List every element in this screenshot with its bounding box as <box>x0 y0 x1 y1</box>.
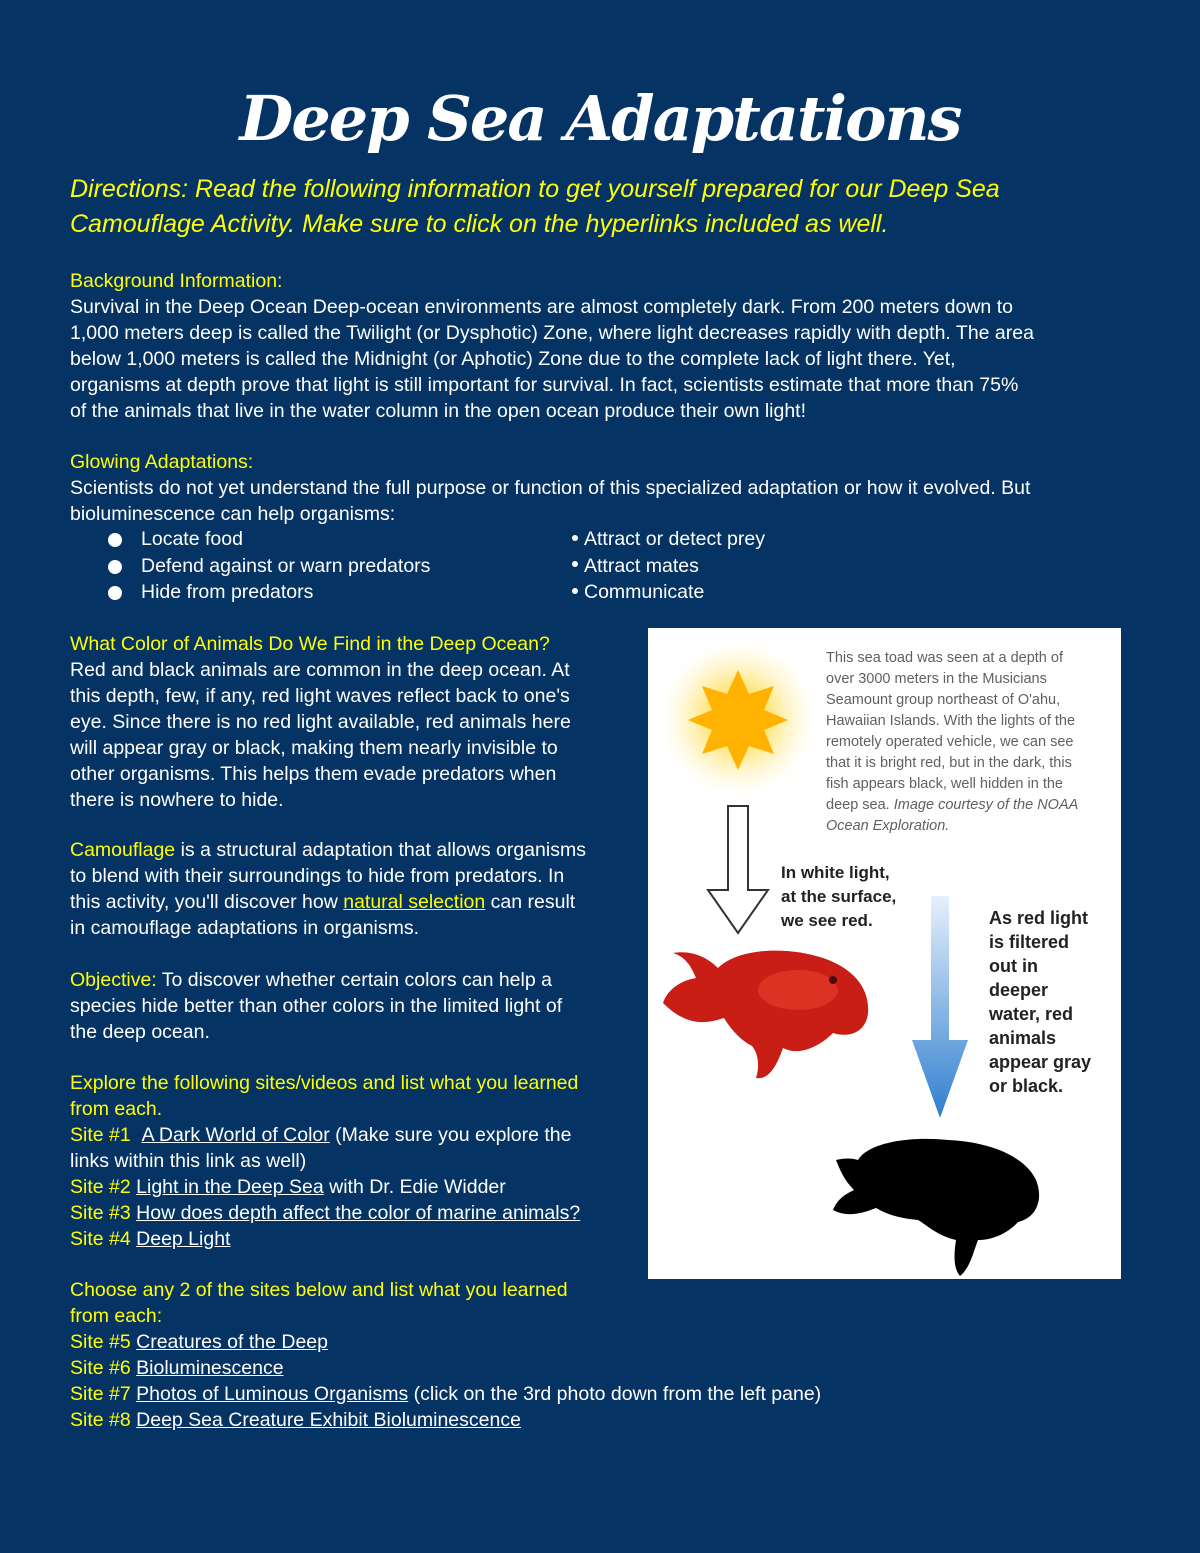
black-fish-silhouette <box>833 1139 1039 1276</box>
list-item <box>570 553 950 580</box>
directions <box>70 172 1130 242</box>
camouflage-text: is a structural adaptation that allows organisms <box>175 839 586 861</box>
site-row <box>70 1174 635 1200</box>
bullet-list-left <box>70 526 550 606</box>
directions-line: Directions: Read the following information to get yourself prepared for our Deep Sea <box>70 175 1000 203</box>
objective-line <box>70 967 635 993</box>
caption-line: remotely operated vehicle, we can see <box>826 734 1074 750</box>
bullet-list-right <box>570 526 950 606</box>
site-number: Site #3 <box>70 1202 131 1224</box>
label-line: at the surface, <box>781 887 897 906</box>
site-row: links within this link as well) <box>70 1150 307 1172</box>
color-line: other organisms. This helps them evade predators when <box>70 763 557 785</box>
label-line: deeper <box>989 980 1049 1000</box>
bullet-icon <box>572 561 578 567</box>
label-line: As red light <box>989 908 1089 928</box>
color-line: will appear gray or black, making them nearly invisible to <box>70 737 558 759</box>
label-line: appear gray <box>989 1052 1092 1072</box>
natural-selection-link[interactable]: natural selection <box>343 891 486 913</box>
background-line: organisms at depth prove that light is still important for survival. In fact, scientists estimate that more than 75% <box>70 374 1019 396</box>
bullet-icon <box>108 586 122 600</box>
color-line: this depth, few, if any, red light waves reflect back to one's <box>70 685 570 707</box>
site-row <box>70 1122 635 1148</box>
bullet-icon <box>572 535 578 541</box>
site-row <box>70 1355 1130 1381</box>
background-heading: Background Information: <box>70 270 283 292</box>
site-row <box>70 1226 635 1252</box>
choose-section <box>70 1277 1130 1433</box>
bullet-text: Locate food <box>141 528 243 550</box>
site-row <box>70 1329 1130 1355</box>
color-heading: What Color of Animals Do We Find in the Deep Ocean? <box>70 633 550 655</box>
caption-line <box>826 816 1116 837</box>
label-line: or black. <box>989 1076 1064 1096</box>
site-link[interactable]: Bioluminescence <box>136 1357 284 1379</box>
objective-term: Objective: <box>70 969 157 991</box>
color-line: eye. Since there is no red light available, red animals here <box>70 711 571 733</box>
caption-line: fish appears black, well hidden in the <box>826 776 1063 792</box>
color-section <box>70 631 635 813</box>
site-number: Site #4 <box>70 1228 131 1250</box>
background-line: of the animals that live in the water column in the open ocean produce their own light! <box>70 400 807 422</box>
list-item <box>70 526 550 553</box>
list-item <box>570 526 950 553</box>
objective-line: species hide better than other colors in the limited light of <box>70 995 563 1017</box>
figure-caption <box>826 648 1116 837</box>
camouflage-line: in camouflage adaptations in organisms. <box>70 917 420 939</box>
camouflage-text: this activity, you'll discover how <box>70 891 344 913</box>
label-line: out in <box>989 956 1038 976</box>
camouflage-line <box>70 889 635 915</box>
bullet-text: Hide from predators <box>141 581 314 603</box>
site-row <box>70 1200 635 1226</box>
caption-line: This sea toad was seen at a depth of <box>826 650 1063 666</box>
site-note: with Dr. Edie Widder <box>323 1176 506 1198</box>
camouflage-section <box>70 837 635 941</box>
label-line: In white light, <box>781 863 890 882</box>
color-line: there is nowhere to hide. <box>70 789 284 811</box>
camouflage-line: to blend with their surroundings to hide from predators. In <box>70 865 565 887</box>
bullet-text: Attract or detect prey <box>584 528 765 550</box>
red-light-label <box>989 906 1119 1098</box>
site-row <box>70 1381 1130 1407</box>
background-line: Survival in the Deep Ocean Deep-ocean environments are almost completely dark. From 200 meters down to <box>70 296 1013 318</box>
site-number: Site #7 <box>70 1383 131 1405</box>
background-section <box>70 268 1140 424</box>
list-item <box>70 579 550 606</box>
caption-text: deep sea. <box>826 797 894 813</box>
camouflage-text: can result <box>485 891 576 913</box>
glowing-section <box>70 449 1140 527</box>
site-note: (click on the 3rd photo down from the left pane) <box>408 1383 822 1405</box>
site-number: Site #8 <box>70 1409 131 1431</box>
site-link[interactable]: Light in the Deep Sea <box>136 1176 324 1198</box>
objective-line: the deep ocean. <box>70 1021 210 1043</box>
color-line: Red and black animals are common in the deep ocean. At <box>70 659 570 681</box>
list-item <box>570 579 950 606</box>
choose-heading: Choose any 2 of the sites below and list what you learned <box>70 1279 568 1301</box>
bullet-icon <box>108 560 122 574</box>
label-line: animals <box>989 1028 1057 1048</box>
bullet-text: Communicate <box>584 581 705 603</box>
bullet-text: Defend against or warn predators <box>141 554 431 577</box>
site-link[interactable]: Photos of Luminous Organisms <box>136 1383 409 1405</box>
site-number: Site #2 <box>70 1176 131 1198</box>
site-number: Site #5 <box>70 1331 131 1353</box>
list-item <box>70 553 550 580</box>
glowing-line: Scientists do not yet understand the full purpose or function of this specialized adaptation or how it evolved. But <box>70 477 1031 499</box>
site-row <box>70 1407 1130 1433</box>
sea-toad-figure <box>648 628 1121 1279</box>
explore-heading: from each. <box>70 1098 163 1120</box>
site-link[interactable]: Deep Light <box>136 1228 231 1250</box>
bullet-icon <box>108 533 122 547</box>
page-title: Deep Sea Adaptations <box>239 82 961 155</box>
choose-heading: from each: <box>70 1305 163 1327</box>
image-credit: Image courtesy of the NOAA <box>893 797 1079 813</box>
white-light-arrow-icon <box>708 806 768 933</box>
glowing-line: bioluminescence can help organisms: <box>70 503 396 525</box>
label-line: we see red. <box>781 911 873 930</box>
red-fish-image <box>663 951 868 1079</box>
background-line: 1,000 meters deep is called the Twilight (or Dysphotic) Zone, where light decreases rapidly with depth. The area <box>70 322 1034 344</box>
caption-line: over 3000 meters in the Musicians <box>826 671 1047 687</box>
label-line: water, red <box>989 1004 1074 1024</box>
bullet-icon <box>572 588 578 594</box>
caption-line: that it is bright red, but in the dark, this <box>826 755 1072 771</box>
explore-heading: Explore the following sites/videos and list what you learned <box>70 1072 579 1094</box>
objective-section <box>70 967 635 1045</box>
caption-line <box>826 795 1116 816</box>
site-note: (Make sure you explore the <box>329 1124 572 1146</box>
camouflage-line <box>70 837 635 863</box>
site-number: Site #1 <box>70 1124 131 1146</box>
site-link[interactable]: Creatures of the Deep <box>136 1331 328 1353</box>
white-light-label <box>781 861 931 933</box>
directions-line: Camouflage Activity. Make sure to click on the hyperlinks included as well. <box>70 210 889 238</box>
camouflage-term: Camouflage <box>70 839 176 861</box>
caption-line: Seamount group northeast of O'ahu, <box>826 692 1061 708</box>
site-link[interactable]: Deep Sea Creature Exhibit Bioluminescence <box>136 1409 521 1431</box>
label-line: is filtered <box>989 932 1070 952</box>
image-credit: Ocean Exploration. <box>826 818 950 834</box>
site-number: Site #6 <box>70 1357 131 1379</box>
bullet-text: Attract mates <box>584 554 699 577</box>
glowing-heading: Glowing Adaptations: <box>70 451 254 473</box>
objective-text: To discover whether certain colors can help a <box>156 969 552 991</box>
site-link[interactable]: A Dark World of Color <box>141 1124 330 1146</box>
explore-section <box>70 1070 635 1252</box>
background-line: below 1,000 meters is called the Midnight (or Aphotic) Zone due to the complete lack of light there. Yet, <box>70 348 956 370</box>
site-link[interactable]: How does depth affect the color of marine animals? <box>136 1202 581 1224</box>
caption-line: Hawaiian Islands. With the lights of the <box>826 713 1076 729</box>
